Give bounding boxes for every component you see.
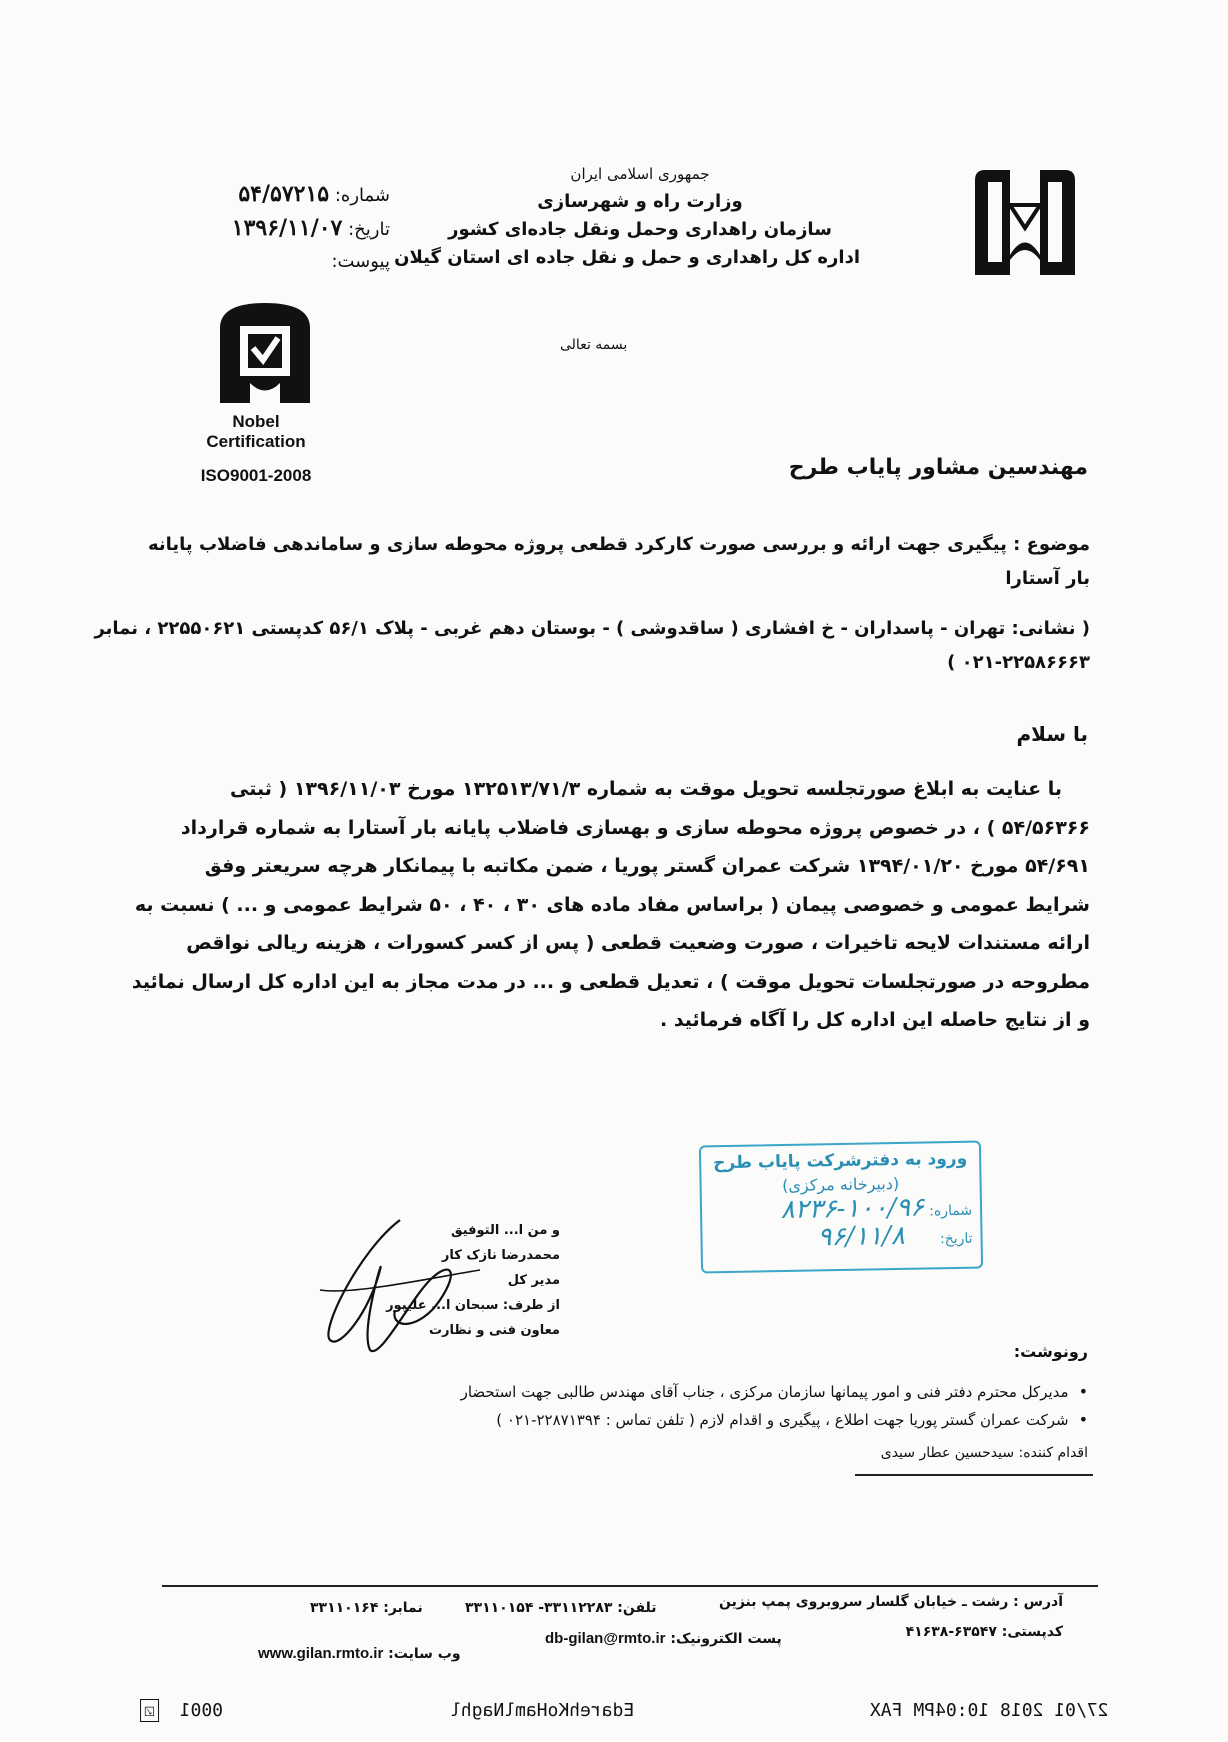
number-label: شماره: bbox=[334, 185, 390, 206]
organization-name: سازمان راهداری وحمل ونقل جاده‌ای کشور bbox=[448, 219, 832, 240]
fax-timestamp: 27/01 2018 10:04PM FAX bbox=[870, 1700, 1109, 1721]
stamp-subtitle: (دبیرخانه مرکزی) bbox=[781, 1173, 900, 1196]
address-line-1: ( نشانی: تهران - پاسداران - خ افشاری ( ساقدوشی ) - بوستان دهم غربی - پلاک ۵۶/۱ کدپستی ۲۲۵۵۰۶۲۱ ، نمابر bbox=[94, 618, 1090, 639]
body-line: ارائه مستندات لایحه تاخیرات ، صورت وضعیت قطعی ( پس از کسر کسورات ، هزینه ریالی نواقص bbox=[186, 932, 1090, 954]
action-underline bbox=[855, 1474, 1093, 1476]
signatory-title: مدیر کل bbox=[507, 1273, 560, 1288]
letter-date bbox=[200, 212, 390, 246]
email-value: db-gilan@rmto.ir bbox=[545, 1630, 666, 1647]
signature-block bbox=[360, 1218, 560, 1343]
address-line-2: ۰۲۱-۲۲۵۸۶۶۶۳ ) bbox=[947, 652, 1090, 673]
cc-item: • مدیرکل محترم دفتر فنی و امور پیمانها سازمان مرکزی ، جناب آقای مهندس طالبی جهت استحضار bbox=[328, 1382, 1088, 1401]
fax-check-icon: ☑ bbox=[140, 1699, 159, 1722]
certification-text bbox=[186, 412, 326, 486]
signed-on-behalf: از طرف: سبحان ا... علیپور bbox=[386, 1298, 560, 1313]
body-line: ۵۴/۵۶۳۶۶ ) ، در خصوص پروژه محوطه سازی و بهسازی فاضلاب پایانه بار آستارا به شماره قرارداد bbox=[180, 816, 1090, 839]
ministry-name: وزارت راه و شهرسازی bbox=[537, 191, 743, 212]
footer-fax: نمابر: ۳۳۱۱۰۱۶۴ bbox=[310, 1600, 423, 1616]
fax-page-number bbox=[140, 1700, 223, 1721]
country-name: جمهوری اسلامی ایران bbox=[570, 165, 710, 183]
on-behalf-title: معاون فنی و نظارت bbox=[428, 1323, 560, 1338]
fax-page-value: 0001 bbox=[179, 1700, 224, 1721]
email-label: پست الکترونیک: bbox=[670, 1631, 782, 1647]
letter-attachment bbox=[200, 246, 390, 278]
stamp-number-value: ۱۰۰/۹۶-۸۲۳۶ bbox=[780, 1192, 925, 1226]
cc-title: رونوشت: bbox=[1013, 1342, 1088, 1361]
cert-line-1: Nobel bbox=[232, 412, 280, 431]
letter-meta bbox=[200, 178, 390, 278]
footer-postal: کدپستی: ۶۳۵۴۷-۴۱۶۳۸ bbox=[905, 1624, 1063, 1640]
stamp-date-value: ۹۶/۱۱/۸ bbox=[817, 1220, 906, 1253]
department-name: اداره کل راهداری و حمل و نقل جاده ای استان گیلان bbox=[394, 247, 860, 268]
footer-email bbox=[545, 1630, 782, 1647]
subject bbox=[130, 528, 1090, 596]
cc-item: • شرکت عمران گستر پوریا جهت اطلاع ، پیگیری و اقدام لازم ( تلفن تماس : ۲۲۸۷۱۳۹۴-۰۲۱ ) bbox=[328, 1410, 1088, 1429]
received-stamp bbox=[699, 1141, 983, 1274]
recipient: مهندسین مشاور پایاب طرح bbox=[788, 455, 1088, 480]
stamp-title: ورود به دفترشرکت پایاب طرح bbox=[713, 1148, 968, 1174]
body-line: و از نتایج حاصله این اداره کل را آگاه فرمائید . bbox=[659, 1009, 1090, 1031]
greeting: با سلام bbox=[1016, 722, 1088, 746]
footer-address: آدرس : رشت ـ خیابان گلسار سروبروی پمپ بنزین bbox=[718, 1594, 1063, 1610]
recipient-address bbox=[94, 612, 1090, 680]
stamp-date-label: تاریخ: bbox=[939, 1230, 973, 1248]
stamp-date bbox=[702, 1220, 980, 1256]
certification-emblem-icon bbox=[210, 298, 320, 408]
footer-phone: تلفن: ۳۳۱۱۲۲۸۳- ۳۳۱۱۰۱۵۴ bbox=[465, 1600, 657, 1616]
fax-sender-id: EdarehKoHamlNaghl bbox=[450, 1700, 635, 1721]
road-emblem-icon bbox=[960, 160, 1090, 290]
cert-line-2: Certification bbox=[206, 432, 306, 451]
subject-line-1: موضوع : پیگیری جهت ارائه و بررسی صورت کارکرد قطعی پروژه محوطه سازی و ساماندهی فاضلاب پایانه bbox=[147, 534, 1090, 555]
cert-line-3: ISO9001-2008 bbox=[200, 466, 312, 485]
date-label: تاریخ: bbox=[348, 219, 390, 240]
action-by: اقدام کننده: سیدحسین عطار سیدی bbox=[880, 1445, 1088, 1461]
signatory-name: محمدرضا نازک کار bbox=[441, 1248, 560, 1263]
letter-body bbox=[130, 770, 1090, 1040]
body-line: ۵۴/۶۹۱ مورخ ۱۳۹۴/۰۱/۲۰ شرکت عمران گستر پوریا ، ضمن مکاتبه با پیمانکار هرچه سریعتر وفق bbox=[204, 855, 1090, 877]
stamp-number-label: شماره: bbox=[929, 1202, 973, 1220]
letter-number bbox=[200, 178, 390, 212]
certification-logo bbox=[210, 298, 320, 408]
invocation: بسمه تعالی bbox=[560, 337, 628, 353]
website-label: وب سایت: bbox=[388, 1646, 461, 1662]
website-value: www.gilan.rmto.ir bbox=[258, 1645, 384, 1662]
signature-closing: و من ا... التوفیق bbox=[450, 1223, 560, 1238]
attachment-label: پیوست: bbox=[331, 251, 390, 272]
body-line: شرایط عمومی و خصوصی پیمان ( براساس مفاد ماده های ۳۰ ، ۴۰ ، ۵۰ شرایط عمومی و ... ) نسبت به bbox=[134, 893, 1090, 916]
number-value: ۵۴/۵۷۲۱۵ bbox=[238, 181, 330, 207]
body-line: با عنایت به ابلاغ صورتجلسه تحویل موقت به شماره ۱۳۲۵۱۳/۷۱/۳ مورخ ۱۳۹۶/۱۱/۰۳ ( ثبتی bbox=[230, 778, 1062, 800]
subject-line-2: بار آستارا bbox=[1005, 568, 1090, 589]
footer-website bbox=[258, 1645, 461, 1662]
date-value: ۱۳۹۶/۱۱/۰۷ bbox=[231, 215, 343, 241]
footer-divider bbox=[162, 1585, 1098, 1587]
body-line: مطروحه در صورتجلسات تحویل موقت ) ، تعدیل قطعی و ... در مدت مجاز به این اداره کل ارسال نمائید bbox=[131, 970, 1090, 993]
letterhead bbox=[394, 160, 860, 272]
ministry-logo bbox=[960, 160, 1090, 290]
